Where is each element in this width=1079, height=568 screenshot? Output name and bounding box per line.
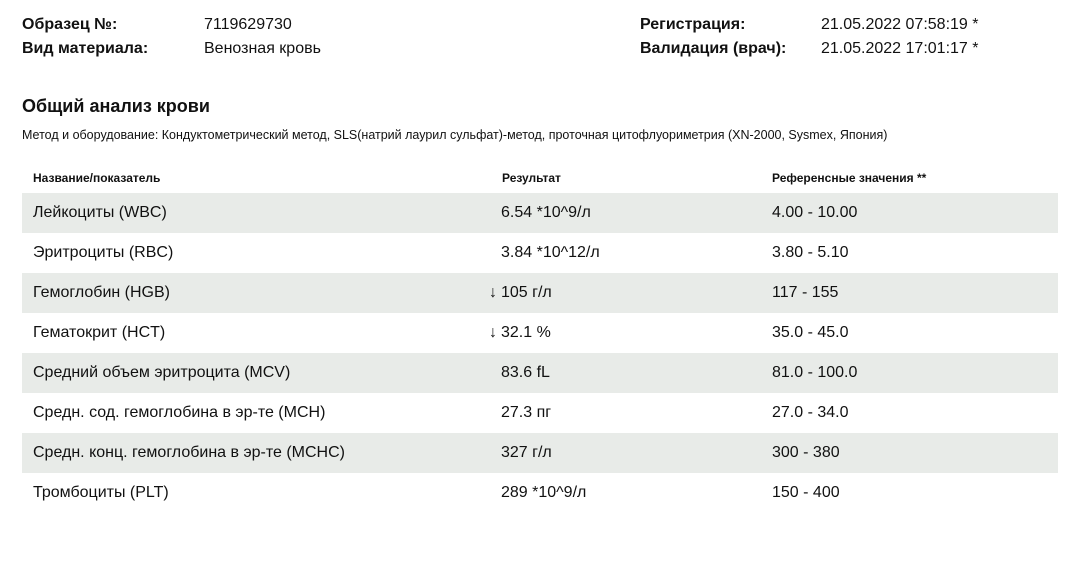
row-result: 289 *10^9/л — [501, 484, 587, 501]
row-result: 6.54 *10^9/л — [501, 204, 591, 221]
row-name: Средний объем эритроцита (MCV) — [33, 364, 291, 381]
sample-number-label: Образец №: — [22, 16, 118, 33]
row-name: Средн. конц. гемоглобина в эр-те (MCHC) — [33, 444, 345, 461]
material-value: Венозная кровь — [204, 40, 321, 57]
table-row — [22, 353, 1058, 393]
row-name: Гемоглобин (HGB) — [33, 284, 170, 301]
row-name: Гематокрит (HCT) — [33, 324, 166, 341]
registration-value: 21.05.2022 07:58:19 * — [821, 16, 979, 33]
row-reference: 4.00 - 10.00 — [772, 204, 858, 221]
row-reference: 81.0 - 100.0 — [772, 364, 858, 381]
row-reference: 300 - 380 — [772, 444, 840, 461]
section-title: Общий анализ крови — [22, 96, 210, 116]
table-row — [22, 433, 1058, 473]
down-arrow-icon: ↓ — [489, 324, 497, 341]
row-result: ↓ 105 г/л — [502, 273, 552, 313]
row-result: 3.84 *10^12/л — [501, 244, 600, 261]
row-result: 327 г/л — [501, 444, 552, 461]
table-row — [22, 313, 1058, 353]
row-reference: 3.80 - 5.10 — [772, 244, 849, 261]
row-reference: 27.0 - 34.0 — [772, 404, 849, 421]
results-table — [22, 193, 1058, 513]
down-arrow-icon: ↓ — [489, 284, 497, 301]
row-result: ↓ 32.1 % — [502, 313, 551, 353]
table-row — [22, 473, 1058, 513]
row-name: Лейкоциты (WBC) — [33, 204, 167, 221]
column-header-name: Название/показатель — [33, 171, 161, 185]
row-name: Средн. сод. гемоглобина в эр-те (MCH) — [33, 404, 326, 421]
table-row — [22, 393, 1058, 433]
validation-value: 21.05.2022 17:01:17 * — [821, 40, 979, 57]
row-result: 83.6 fL — [501, 364, 550, 381]
table-row — [22, 273, 1058, 313]
row-name: Эритроциты (RBC) — [33, 244, 174, 261]
validation-label: Валидация (врач): — [640, 40, 787, 57]
row-reference: 117 - 155 — [772, 284, 839, 301]
row-result: 27.3 пг — [501, 404, 552, 421]
material-label: Вид материала: — [22, 40, 149, 57]
row-reference: 150 - 400 — [772, 484, 840, 501]
sample-number-value: 7119629730 — [204, 16, 292, 33]
row-reference: 35.0 - 45.0 — [772, 324, 849, 341]
table-row — [22, 233, 1058, 273]
registration-label: Регистрация: — [640, 16, 746, 33]
column-header-reference: Референсные значения ** — [772, 171, 927, 185]
column-header-result: Результат — [502, 171, 561, 185]
row-name: Тромбоциты (PLT) — [33, 484, 169, 501]
method-description: Метод и оборудование: Кондуктометрический метод, SLS(натрий лаурил сульфат)-метод, проточная цитофлуориметрия (XN-2000, Sysmex, Япония) — [22, 128, 888, 142]
table-row — [22, 193, 1058, 233]
